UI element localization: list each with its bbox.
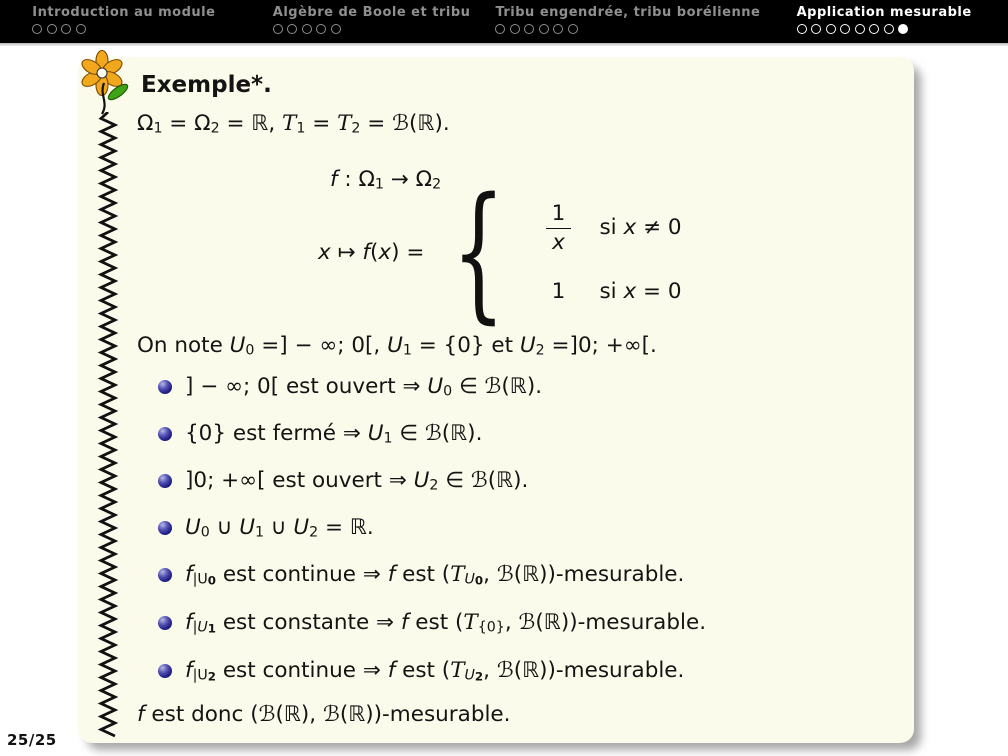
bullet-icon [158,616,172,630]
slide-dot[interactable] [539,24,549,34]
slide-dot[interactable] [495,24,505,34]
bullet-text: ] − ∞; 0[ est ouvert ⇒ U0 ∈ ℬ(ℝ). [185,374,543,400]
slide-dot[interactable] [47,24,57,34]
case-condition-2: si x = 0 [599,279,682,305]
slide-dots [273,24,471,34]
slide-dot[interactable] [76,24,86,34]
slide-dot[interactable] [331,24,341,34]
function-signature: f : Ω1 → Ω2 [330,167,442,193]
slide-dot[interactable] [32,24,42,34]
bullet-text: {0} est fermé ⇒ U1 ∈ ℬ(ℝ). [185,421,483,447]
bullet-icon [158,474,172,488]
bullet-text: f|U0 est continue ⇒ f est (TU0, ℬ(ℝ))-mesurable. [185,562,685,588]
slide-dot[interactable] [884,24,894,34]
case-value-2: 1 [551,279,566,305]
bullet-icon [158,521,172,535]
bullet-text: U0 ∪ U1 ∪ U2 = ℝ. [185,515,374,541]
slide-dot[interactable] [316,24,326,34]
slide-dots [32,24,215,34]
slide-dot[interactable] [826,24,836,34]
slide-dot[interactable] [302,24,312,34]
fraction-numerator: 1 [546,201,572,229]
cases-brace: { [452,166,506,339]
slide-dot[interactable] [855,24,865,34]
slide-dot[interactable] [61,24,71,34]
bullet-text: f|U1 est constante ⇒ f est (T{0}, ℬ(ℝ))-mesurable. [185,610,707,636]
cases-branches [531,201,681,306]
bullet-item [158,468,706,499]
section-tab-2[interactable] [248,0,496,43]
slide-dot[interactable] [510,24,520,34]
slide-dot[interactable] [840,24,850,34]
case-condition-1: si x ≠ 0 [599,215,682,241]
bullet-item [158,658,706,690]
slide-dot[interactable] [797,24,807,34]
slide-dots [797,24,972,34]
page-indicator: 25/25 [7,731,57,749]
bullet-text: f|U2 est continue ⇒ f est (TU2, ℬ(ℝ))-mesurable. [185,658,685,684]
section-tab-1[interactable] [0,0,248,43]
fraction-denominator: x [552,229,565,255]
bullet-icon [158,380,172,394]
note-line: On note U0 =] − ∞; 0[, U1 = {0} et U2 =]0; +∞[. [137,333,657,359]
section-title[interactable]: Application mesurable [796,5,972,20]
header-nav [0,0,1008,43]
section-tab-3[interactable] [495,0,760,43]
bullet-item [158,374,706,405]
header-divider [0,43,1008,46]
cases-lhs: x ↦ f(x) = [318,240,425,266]
section-title[interactable]: Introduction au module [32,5,216,20]
conclusion-line: f est donc (ℬ(ℝ), ℬ(ℝ))-mesurable. [137,702,511,727]
section-title[interactable]: Tribu engendrée, tribu borélienne [495,5,761,20]
slide-dot[interactable] [568,24,578,34]
slide-dot[interactable] [869,24,879,34]
bullet-item [158,515,706,546]
bullet-icon [158,568,172,582]
case-row-1 [531,201,681,256]
bullet-item [158,610,706,642]
bullet-item [158,562,706,594]
bullet-item [158,421,706,452]
slide-dot[interactable] [287,24,297,34]
slide-dot[interactable] [811,24,821,34]
section-tab-4[interactable] [760,0,1008,43]
setup-line: Ω1 = Ω2 = ℝ, T1 = T2 = ℬ(ℝ). [137,111,450,137]
slide-dot[interactable] [553,24,563,34]
slide-dots [495,24,760,34]
case-row-2 [531,279,681,305]
bullet-icon [158,664,172,678]
slide-dot[interactable] [273,24,283,34]
bullet-list [158,374,706,706]
zigzag-decoration [97,112,119,746]
example-title: Exemple*. [141,72,272,98]
slide-dot[interactable] [898,24,908,34]
bullet-text: ]0; +∞[ est ouvert ⇒ U2 ∈ ℬ(ℝ). [185,468,529,494]
slide-dot[interactable] [524,24,534,34]
fraction-one-over-x [546,201,572,256]
section-title[interactable]: Algèbre de Boole et tribu [272,5,471,20]
bullet-icon [158,427,172,441]
